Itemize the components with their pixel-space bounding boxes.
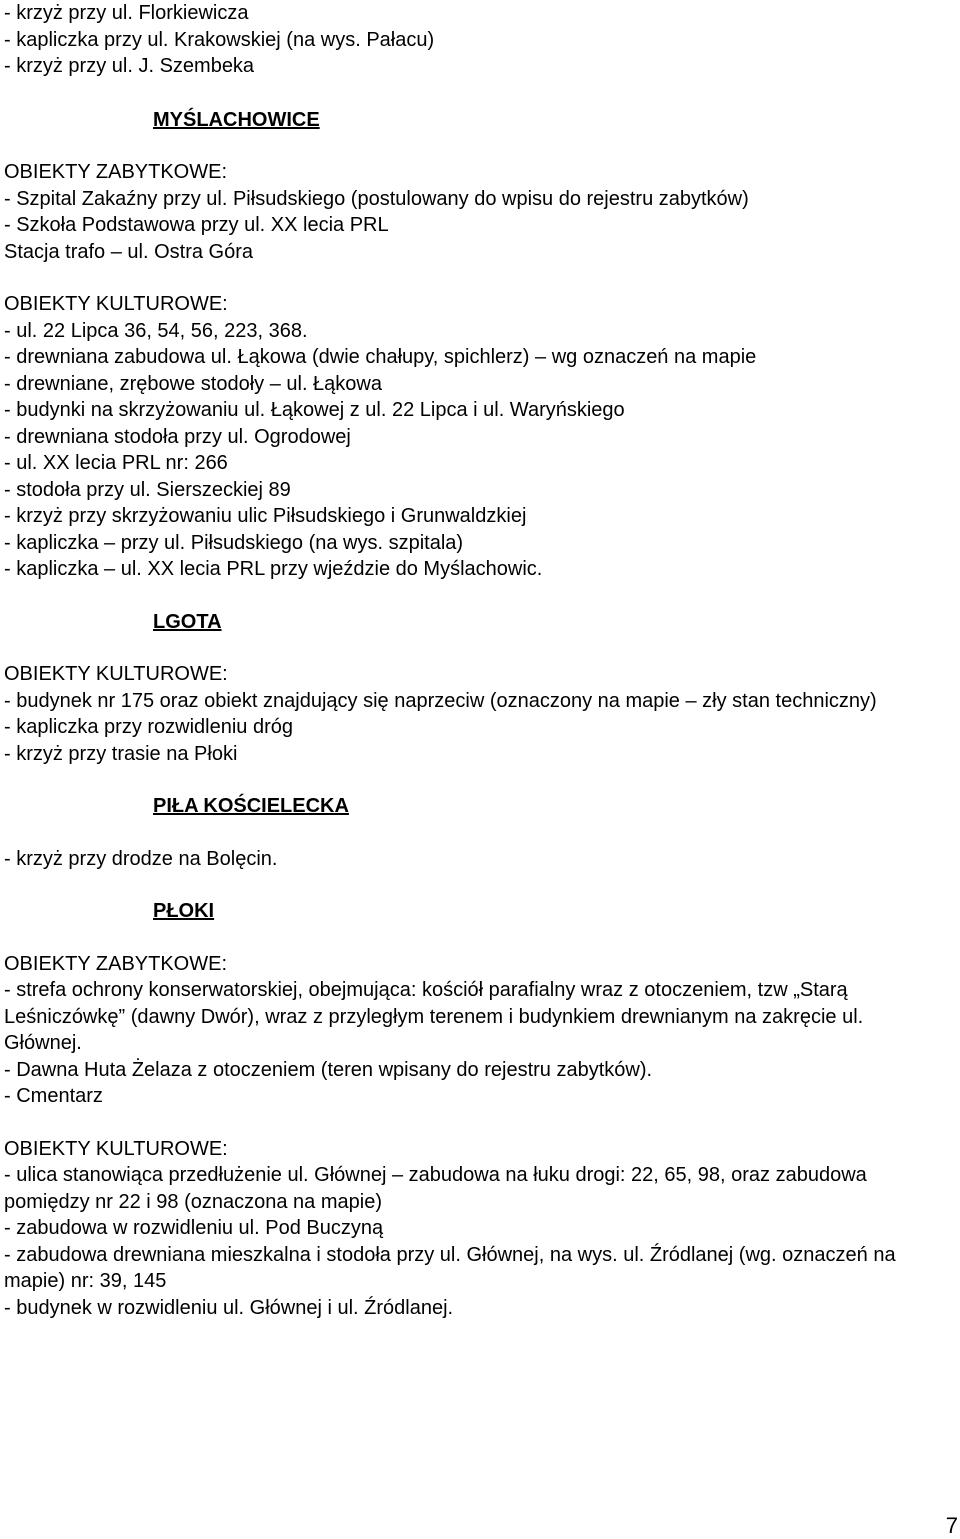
section-title-ploki: PŁOKI xyxy=(153,900,215,922)
section-title-myslachowice: MYŚLACHOWICE xyxy=(153,108,320,131)
category-label-kulturowe: OBIEKTY KULTUROWE: xyxy=(4,293,228,315)
list-item: - Szkoła Podstawowa przy ul. XX lecia PRL xyxy=(4,214,389,236)
list-item: - kapliczka przy rozwidleniu dróg xyxy=(4,716,294,738)
list-item: - kapliczka – przy ul. Piłsudskiego (na wys. szpitala) xyxy=(4,531,464,554)
category-label-kulturowe: OBIEKTY KULTUROWE: xyxy=(4,1137,228,1160)
list-item: - krzyż przy drodze na Bolęcin. xyxy=(4,847,278,870)
list-item: Stacja trafo – ul. Ostra Góra xyxy=(4,240,253,263)
list-item: - Szpital Zakaźny przy ul. Piłsudskiego (postulowany do wpisu do rejestru zabytków) xyxy=(4,187,749,210)
page-number: 7 xyxy=(945,1513,958,1538)
list-item: - Dawna Huta Żelaza z otoczeniem (teren wpisany do rejestru zabytków). xyxy=(4,1058,653,1081)
list-item: - budynek w rozwidleniu ul. Głównej i ul. Źródlanej. xyxy=(4,1296,454,1319)
list-item: - budynek nr 175 oraz obiekt znajdujący się naprzeciw (oznaczony na mapie – zły stan techniczny) xyxy=(4,689,877,712)
category-label-zabytkowe: OBIEKTY ZABYTKOWE: xyxy=(4,952,228,975)
list-item: - kapliczka przy ul. Krakowskiej (na wys. Pałacu) xyxy=(4,28,435,51)
category-label-kulturowe: OBIEKTY KULTUROWE: xyxy=(4,663,228,685)
list-item: - zabudowa w rozwidleniu ul. Pod Buczyną xyxy=(4,1217,384,1239)
list-item: - stodoła przy ul. Sierszeckiej 89 xyxy=(4,478,291,501)
list-item: - zabudowa drewniana mieszkalna i stodoła przy ul. Głównej, na wys. ul. Źródlanej (wg. oznaczeń na mapie) nr: 39, 145 xyxy=(4,1243,896,1292)
document-page xyxy=(4,0,954,1321)
list-item: - drewniane, zrębowe stodoły – ul. Łąkowa xyxy=(4,372,382,395)
section-title-pila-koscielecka: PIŁA KOŚCIELECKA xyxy=(153,795,349,817)
list-item: - drewniana zabudowa ul. Łąkowa (dwie chałupy, spichlerz) – wg oznaczeń na mapie xyxy=(4,346,757,368)
list-item: - kapliczka – ul. XX lecia PRL przy wjeździe do Myślachowic. xyxy=(4,558,543,580)
list-item: - ul. XX lecia PRL nr: 266 xyxy=(4,452,228,474)
list-item: - Cmentarz xyxy=(4,1085,103,1107)
intro-list xyxy=(4,0,954,80)
list-item: - krzyż przy ul. Florkiewicza xyxy=(4,2,249,24)
list-item: - strefa ochrony konserwatorskiej, obejmująca: kościół parafialny wraz z otoczeniem, tzw „Starą Leśniczówkę” (dawny Dwór), wraz z przyległym terenem i budynkiem drewnianym na zakręcie ul. Głównej. xyxy=(4,979,864,1054)
list-item: - ul. 22 Lipca 36, 54, 56, 223, 368. xyxy=(4,319,308,342)
section-title-lgota: LGOTA xyxy=(153,610,222,633)
list-item: - drewniana stodoła przy ul. Ogrodowej xyxy=(4,425,351,448)
category-label-zabytkowe: OBIEKTY ZABYTKOWE: xyxy=(4,161,228,183)
list-item: - budynki na skrzyżowaniu ul. Łąkowej z ul. 22 Lipca i ul. Waryńskiego xyxy=(4,399,625,421)
list-item: - krzyż przy skrzyżowaniu ulic Piłsudskiego i Grunwaldzkiej xyxy=(4,505,527,527)
list-item: - krzyż przy trasie na Płoki xyxy=(4,742,238,765)
list-item: - ulica stanowiąca przedłużenie ul. Głównej – zabudowa na łuku drogi: 22, 65, 98, oraz zabudowa pomiędzy nr 22 i 98 (oznaczona na mapie) xyxy=(4,1164,867,1213)
list-item: - krzyż przy ul. J. Szembeka xyxy=(4,55,255,77)
